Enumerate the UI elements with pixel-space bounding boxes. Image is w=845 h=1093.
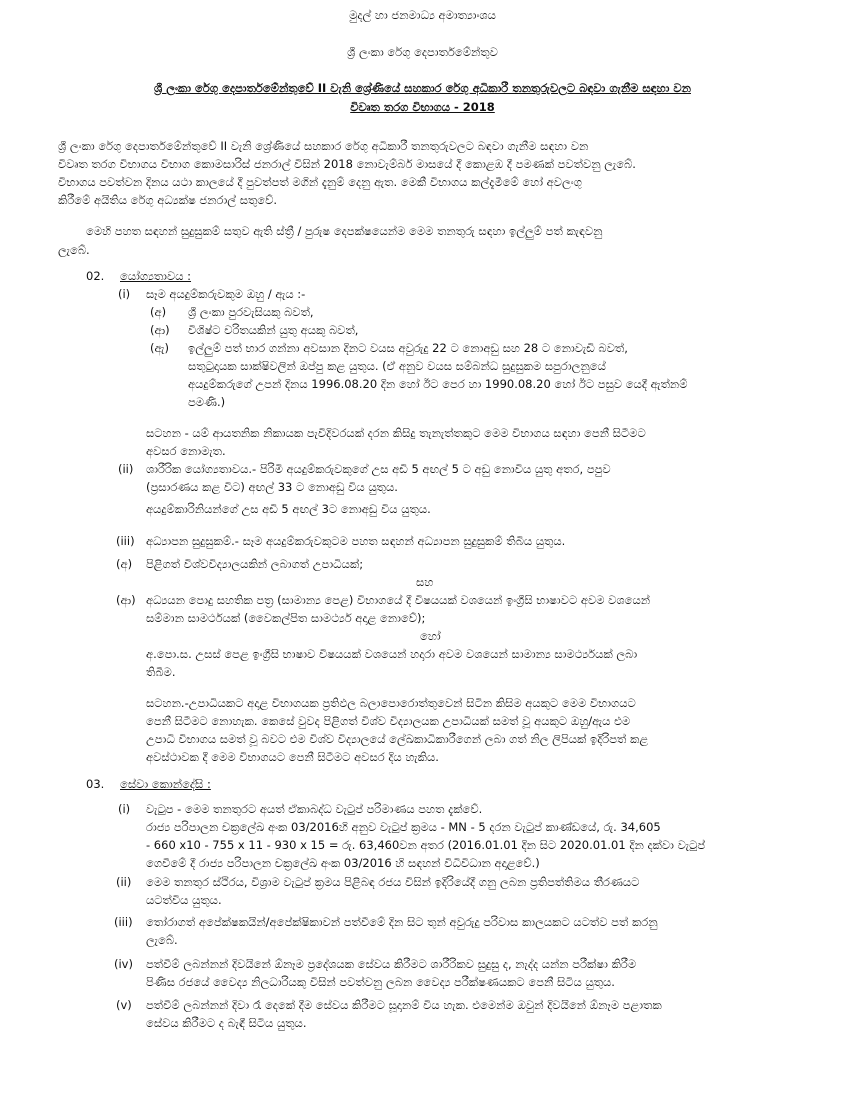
item-text: - 660 x10 - 755 x 11 - 930 x 15 = රු. 63,460වන අතර (2016.01.01 දින සිට 2020.01.01 දින දක්වා වැටුප් xyxy=(146,838,706,852)
subitem-text: පමණි.) xyxy=(188,395,226,409)
intro-paragraph-line: විවෘත තරග විභාගය විභාග කොමසාරිස් ජනරාල් විසින් 2018 නොවැම්බර් මාසයේ දී කොළඹ දී පමණක් පවත්වනු ලැබේ. xyxy=(58,157,636,171)
item-text: තෝරාගත් අපේක්ෂකයින්/අපේක්ෂිකාවන් පත්වීමේ දින සිට තුන් අවුරුදු පරිවාස කාලයකට යටත්ව පත් කරනු xyxy=(146,915,658,929)
intro-paragraph-line: ශ්‍රී ලංකා රේගු දෙපාර්තමේන්තුවේ II වැනි ශ්‍රේණියේ සහකාර රේගු අධිකාරී තනතුරුවලට බඳවා ගැනීම සඳහා වන xyxy=(58,139,589,153)
item-text: අධ්‍යාපන සුදුසුකම්.- සෑම අයදුම්කරුවකුටම පහත සඳහන් අධ්‍යාපන සුදුසුකම් තිබිය යුතුය. xyxy=(146,534,566,548)
section-heading: සේවා කොන්දේසි : xyxy=(120,777,211,791)
subitem-text: ඉල්ලුම් පත් භාර ගන්නා අවසාන දිනට වයස අවුරුදු 22 ට නොඅඩු සහ 28 ට නොවැඩි බවත්, xyxy=(188,341,628,355)
subitem-text: ශ්‍රී ලංකා පුරවැසියකු බවත්, xyxy=(188,305,314,319)
item-text: පිණිස රජයේ වෛද්‍ය නිලධාරියකු විසින් පවත්වනු ලබන වෛද්‍ය පරීක්ෂණයකට පෙනී සිටිය යුතුය. xyxy=(146,975,615,989)
item-text: ශාරීරික යෝග්‍යතාවය.- පිරිමි අයදුම්කරුවකුගේ උස අඩි 5 අඟල් 5 ට අඩු නොවිය යුතු අතර, පපුව xyxy=(146,462,611,476)
item-text: යටත්විය යුතුය. xyxy=(146,893,222,907)
item-text: සේවය කිරීමට ද බැඳී සිටිය යුතුය. xyxy=(146,1016,307,1030)
item-number: (iv) xyxy=(114,957,133,971)
document-title-line2: විවෘත තරග විභාගය - 2018 xyxy=(350,100,495,114)
subitem-text: අධ්‍යයන පොදු සහතික පත්‍ර (සාමාන්‍ය පෙළ) විභාගයේ දී විෂයයක් වශයෙන් ඉංග්‍රීසි භාෂාවට අවම වශයෙන් xyxy=(146,593,651,607)
section-number: 02. xyxy=(86,269,105,283)
item-number: (ii) xyxy=(118,462,134,476)
item-number: (i) xyxy=(118,802,131,816)
subitem-text: පිළිගත් විශ්වවිද්‍යාලයකින් ලබාගත් උපාධියක්; xyxy=(146,557,364,571)
item-text: පත්වීම් ලබන්නන් දිවයිනේ ඕනෑම ප්‍රදේශයක සේවය කිරීමට ශාරීරිකව සුදුසු ද, නැද්ද යන්න පරීක්ෂා කිරීම xyxy=(146,957,637,971)
item-text: මෙම තනතුර ස්ථිරය, විශ්‍රාම වැටුප් ක්‍රමය පිළිබඳ රජය විසින් ඉදිරියේදී ගනු ලබන ප්‍රතිපත්තිමය තීරණයට xyxy=(146,875,640,889)
item-number: (ii) xyxy=(116,875,132,889)
item-number: (iii) xyxy=(116,534,135,548)
subitem-text: අ.පො.ස. උසස් පෙළ ඉංග්‍රීසි භාෂාව විෂයයක් වශයෙන් හදාරා අවම වශයෙන් සාමාන්‍ය සාමර්ථ්‍යයක් ලබා xyxy=(146,647,638,661)
subitem-text: අයදුම්කරුගේ උපන් දිනය 1996.08.20 දින හෝ ඊට පෙර හා 1990.08.20 හෝ ඊට පසුව යෙදී ඇත්නම් xyxy=(188,377,688,391)
item-text: පත්වීම් ලබන්නන් දිවා රෑ දෙකේ දීම සේවය කිරීමට සූදානම් විය හැක. එමෙන්ම ඔවුන් දිවයිනේ ඕනෑම පළාතක xyxy=(146,998,662,1012)
item-number: (v) xyxy=(116,998,132,1012)
item-text: රාජ්‍ය පරිපාලන චක්‍රලේඛ අංක 03/2016හි අනුව වැටුප් ක්‍රමය - MN - 5 දරන වැටුප් කාණ්ඩයේ, රු. 34,605 xyxy=(146,820,661,834)
intro-paragraph-line: විභාගය පවත්වන දිනය යථා කාලයේ දී පුවත්පත් මගින් දැනුම් දෙනු ඇත. මෙකී විභාගය කල්දැමීමේ හෝ අවලංගු xyxy=(58,175,582,189)
subitem-text: සතුටුදායක සාක්ෂිවලින් ඔප්පු කළ යුතුය. (ඒ අනුව වයස සම්බන්ධ සුදුසුකම සපුරාලනුයේ xyxy=(188,359,606,373)
subitem-number: (අ) xyxy=(116,557,133,571)
intro-paragraph2-line: ලැබේ. xyxy=(58,243,90,257)
section-number: 03. xyxy=(86,777,105,791)
subitem-text: තිබීම. xyxy=(146,665,176,679)
item-text: ලැබේ. xyxy=(146,933,178,947)
item-text: (ප්‍රසාරණය කළ විට) අඟල් 33 ට නොඅඩු විය යුතුය. xyxy=(146,480,398,494)
section-heading: යෝග්‍යතාවය : xyxy=(120,269,192,283)
note-text: පෙනී සිටීමට නොහැක. කෙසේ වුවද පිළිගත් විශ්ව විද්‍යාලයක උපාධියක් සමත් වූ අයකුට ඔහු/ඇය එම xyxy=(146,714,631,728)
subitem-number: (අ) xyxy=(150,305,167,319)
note-text: උපාධි විභාගය සමත් වූ බවට එම විශ්ව විද්‍යාලයේ ලේඛකාධිකාරීගෙන් ලබා ගත් නිල ලිපියක් ඉදිරිපත් කළ xyxy=(146,732,649,746)
item-number: (i) xyxy=(118,287,131,301)
subitem-number: (ආ) xyxy=(150,323,170,337)
subitem-text: විශිෂ්ට චරිතයකින් යුතු අයකු බවත්, xyxy=(188,323,359,337)
intro-paragraph2-line: මෙහි පහත සඳහන් සුදුසුකම් සතුව ඇති ස්ත්‍රී / පුරුෂ දෙපක්ෂයෙන්ම මෙම තනතුරු සඳහා ඉල්ලුම් පත් කැඳවනු xyxy=(86,224,603,238)
subitem-number: (ඇ) xyxy=(150,341,169,355)
conjunction-or: හෝ xyxy=(420,629,441,643)
subitem-text: සම්මාන සාමර්ථයක් (වෛකල්පිත සාමර්ථ්‍ය අදාළ නොවේ); xyxy=(146,611,426,625)
note-text: සටහන.-උපාධියකට අදාළ විභාගයක ප්‍රතිඵල බලාපොරොත්තුවෙන් සිටින කිසිම අයකුට මෙම විභාගයට xyxy=(146,696,636,710)
note-text: සටහන - යම් ආයතනික නිකායක පැවිදිවරයක් දරන කිසිදු තැනැත්තකුට මෙම විභාගය සඳහා පෙනී සිටීමට xyxy=(146,426,646,440)
item-number: (iii) xyxy=(114,915,133,929)
department-name: ශ්‍රී ලංකා රේගු දෙපාර්තමේන්තුව xyxy=(347,45,498,59)
item-text: වැටුප - මෙම තනතුරට අයත් ඒකාබද්ධ වැටුප් පරිමාණය පහත දැක්වේ. xyxy=(146,802,483,816)
note-text: අවස්ථාවක දී මෙම විභාගයට පෙනී සිටීමට අවසර දිය හැකිය. xyxy=(146,750,439,764)
item-text: ගෙවීමේ දී රාජ්‍ය පරිපාලන චක්‍රලේඛ අංක 03/2016 හි සඳහන් විධිවිධාන අදාළවේ.) xyxy=(146,856,540,870)
ministry-name: මුදල් හා ජනමාධ්‍ය අමාත්‍යාංශය xyxy=(349,8,496,22)
intro-paragraph-line: කිරීමේ අයිතිය රේගු අධ්‍යක්ෂ ජනරාල් සතුවේ. xyxy=(58,193,278,207)
conjunction-and: සහ xyxy=(416,575,434,589)
item-text: අයදුම්කාරිනියන්ගේ උස අඩි 5 අඟල් 3ට නොඅඩු විය යුතුය. xyxy=(146,502,431,516)
subitem-number: (ආ) xyxy=(116,593,136,607)
note-text: අවසර නොමැත. xyxy=(146,444,226,458)
document-title-line1: ශ්‍රී ලංකා රේගු දෙපාර්තමේන්තුවේ II වැනි ශ්‍රේණියේ සහකාර රේගු අධිකාරී තනතුරුවලට බඳවා ගැනීම සඳහා වන xyxy=(154,81,691,95)
item-text: සෑම අයදුම්කරුවකුම ඔහු / ඇය :- xyxy=(146,287,306,301)
